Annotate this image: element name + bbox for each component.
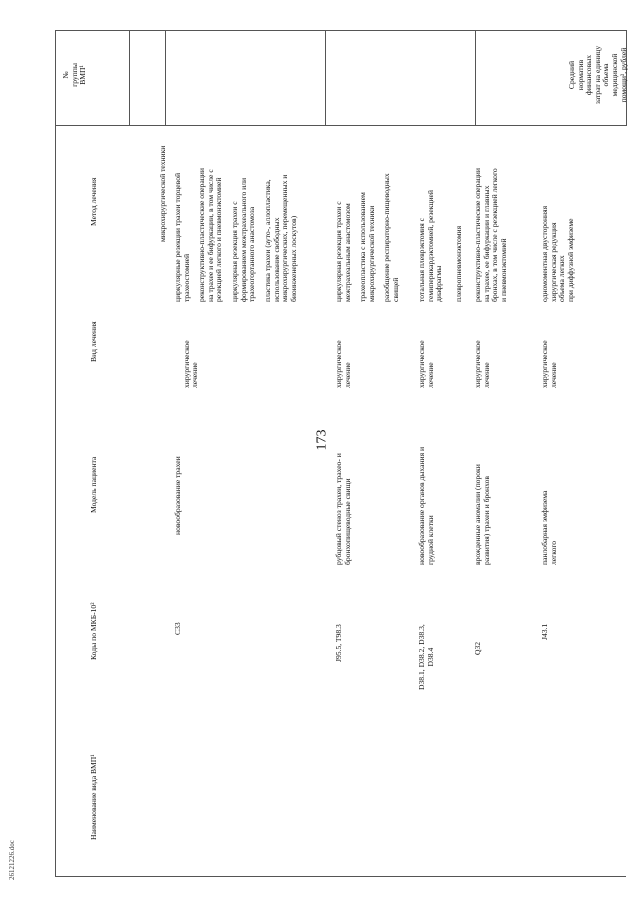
row-1-method-2: циркулярная резекция трахеи с формированием межтрахеального или трахеогортанного анастомоза xyxy=(230,177,257,302)
col-divider-4 xyxy=(475,30,476,126)
row-3-method-1: плевропневмонэктомия xyxy=(454,225,463,302)
header-icd-codes: Коды по МКБ-10² xyxy=(89,602,98,660)
header-vmp-name: Наименование вида ВМП¹ xyxy=(89,754,98,840)
row-2-method-0: циркулярная резекция трахеи с межтрахеальным анастомозом xyxy=(334,201,352,302)
row-4-model: врожденные аномалии (пороки развития) трахеи и бронхов xyxy=(473,464,491,565)
row-2-model: рубцовый стеноз трахеи, трахео- и бронхопищеводные свищи xyxy=(334,453,352,565)
table-left-border xyxy=(55,30,56,876)
col-divider-1 xyxy=(129,30,130,126)
row-2-codes: J95.5, T98.3 xyxy=(334,624,343,662)
col-divider-2 xyxy=(165,30,166,126)
row-4-codes: Q32 xyxy=(473,641,482,655)
row-4-method-0: реконструктивно-пластические операции на трахее, ее бифуркации и главных бронхах, в том числе с резекцией легкого и пневмонэктомией xyxy=(473,168,508,302)
header-treatment-method: Метод лечения xyxy=(89,177,98,226)
page-number: 173 xyxy=(314,429,330,451)
document-id: 26121226.doc xyxy=(8,840,16,880)
row-3-model: новообразование органов дыхания и грудной клетки xyxy=(417,446,435,565)
header-group-no: № группы ВМП¹ xyxy=(61,63,88,87)
row-5-type: хирургическое лечение xyxy=(540,340,558,388)
table-bottom-border xyxy=(55,876,626,877)
table-top-border xyxy=(55,30,626,31)
row-1-method-0: циркулярные резекции трахеи торцевой трахеостомией xyxy=(173,172,191,302)
header-avg-cost: Средний норматив финансовых затрат на единицу объема медицинской помощи³, рублей xyxy=(567,45,628,105)
row-3-type: хирургическое лечение xyxy=(417,340,435,388)
row-4-type: хирургическое лечение xyxy=(473,340,491,388)
row-2-method-2: разобщение респираторно-пищеводных свищей xyxy=(382,173,400,302)
row-1-method-3: пластика трахеи (ауто-, аллопластика, использование свободных микрохирургических, перемещенных и биоинженерных лоскутов) xyxy=(263,174,298,302)
row-2-method-1: трахеопластика с использованием микрохирургической техники xyxy=(358,192,376,302)
row-5-model: панлобарная эмфизема легкого xyxy=(540,490,558,565)
row-0-method-0: микрохирургической техники xyxy=(158,145,167,242)
header-treatment-type: Вид лечения xyxy=(89,321,98,362)
row-3-codes: D38.1, D38.2, D38.3, D38.4 xyxy=(417,624,435,690)
col-divider-3 xyxy=(325,30,326,126)
header-patient-model: Модель пациента xyxy=(89,456,98,513)
row-1-model: новообразование трахеи xyxy=(173,456,182,535)
header-divider xyxy=(55,125,626,126)
row-1-method-1: реконструктивно-пластические операции на трахее и ее бифуркации, в том числе с резекцией легкого и пневмонэктомией xyxy=(197,168,224,302)
row-2-type: хирургическое лечение xyxy=(334,340,352,388)
row-5-codes: J43.1 xyxy=(540,623,549,640)
row-1-type: хирургическое лечение xyxy=(181,340,200,388)
row-1-codes: C33 xyxy=(173,622,182,635)
row-5-method-0: одномоментная двусторонняя хирургическая редукция объема легких при диффузной эмфиземе xyxy=(540,205,575,302)
row-3-method-0: тотальная плеврэктомия с гемиперикардэктомией, резекцией диафрагмы xyxy=(417,190,444,302)
